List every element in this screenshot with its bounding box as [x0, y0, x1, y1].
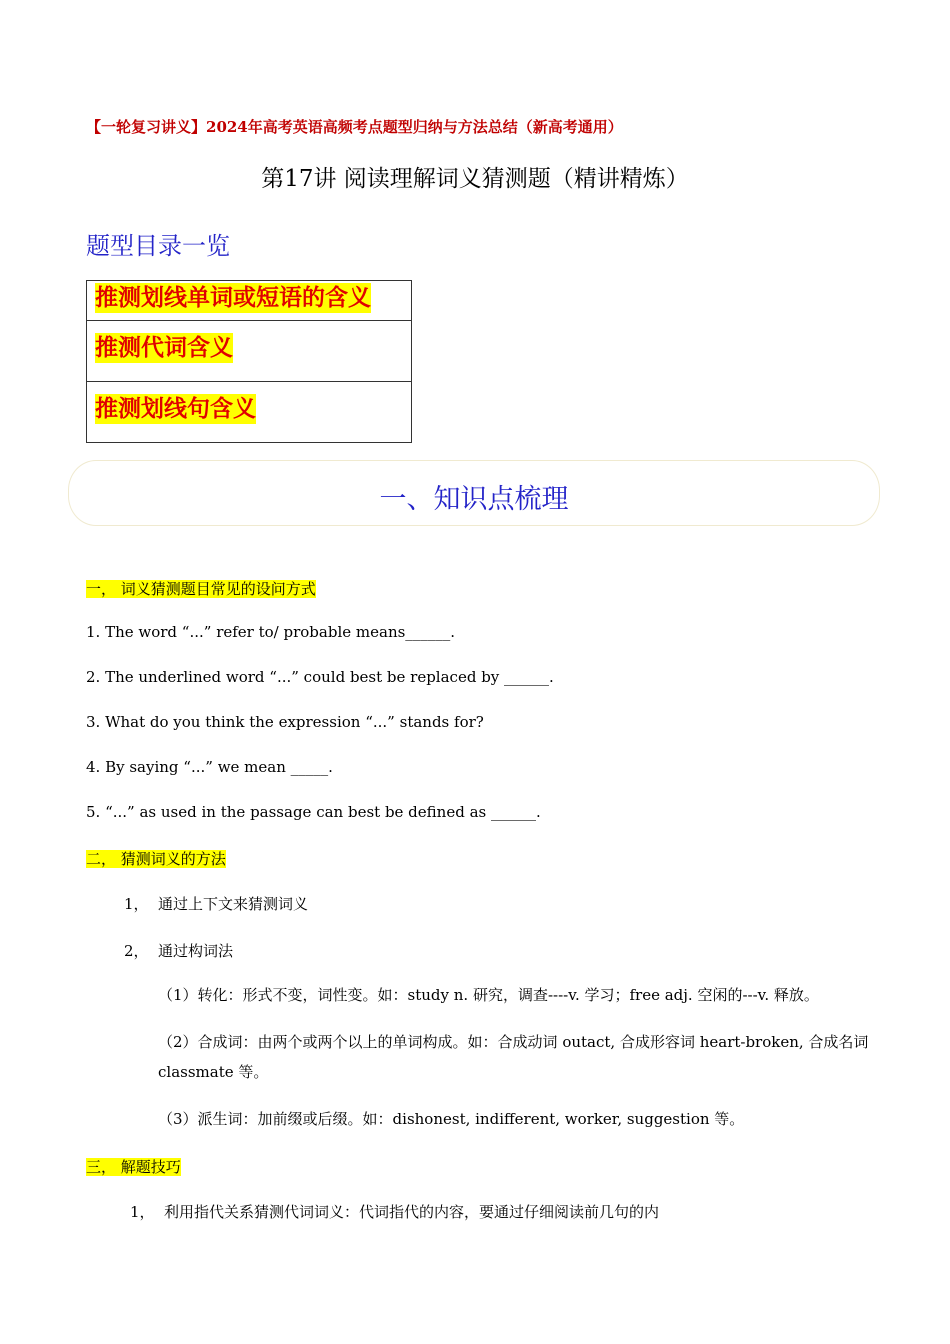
toc-heading: 题型目录一览: [86, 232, 230, 260]
section-title: 一、知识点梳理: [379, 484, 569, 515]
toc-row: [87, 321, 411, 382]
subsection-heading: [86, 578, 316, 599]
list-number: 2，: [124, 942, 149, 960]
question-pattern: 5. “...” as used in the passage can best be defined as ______.: [86, 803, 541, 821]
list-item: 通过构词法: [158, 942, 234, 960]
question-pattern: 3. What do you think the expression “...” stands for?: [86, 713, 484, 731]
question-pattern: 2. The underlined word “...” could best be replaced by ______.: [86, 668, 554, 686]
toc-row: [87, 382, 411, 442]
list-item: 通过上下文来猜测词义: [158, 895, 309, 913]
toc-item: 推测代词含义: [95, 335, 233, 361]
subsection-heading-text: 三， 解题技巧: [86, 1158, 181, 1176]
question-pattern: 4. By saying “...” we mean _____.: [86, 758, 333, 776]
toc-table: [86, 280, 412, 443]
list-number: 1，: [124, 895, 149, 913]
subsection-heading: [86, 1156, 181, 1177]
toc-item: 推测划线单词或短语的含义: [95, 285, 371, 311]
subsection-heading: [86, 848, 226, 869]
subsection-heading-text: 二， 猜测词义的方法: [86, 850, 226, 868]
section-banner: [68, 460, 880, 526]
list-item: 利用指代关系猜测代词词义：代词指代的内容，要通过仔细阅读前几句的内: [164, 1203, 660, 1221]
page-title: 第17讲 阅读理解词义猜测题（精讲精炼）: [261, 166, 689, 192]
question-pattern: 1. The word “...” refer to/ probable means______.: [86, 623, 456, 641]
method-detail: （2）合成词：由两个或两个以上的单词构成。如：合成动词 outact, 合成形容词 heart-broken, 合成名词 classmate 等。: [158, 1033, 869, 1081]
toc-item: 推测划线句含义: [95, 396, 256, 422]
method-detail: （3）派生词：加前缀或后缀。如：dishonest, indifferent, worker, suggestion 等。: [158, 1110, 745, 1128]
subsection-heading-text: 一， 词义猜测题目常见的设问方式: [86, 580, 316, 598]
toc-row: [87, 281, 411, 321]
method-detail: （1）转化：形式不变，词性变。如：study n. 研究，调查----v. 学习；free adj. 空闲的---v. 释放。: [158, 986, 819, 1004]
series-line: 【一轮复习讲义】2024年高考英语高频考点题型归纳与方法总结（新高考通用）: [86, 118, 623, 136]
list-number: 1，: [130, 1203, 155, 1221]
